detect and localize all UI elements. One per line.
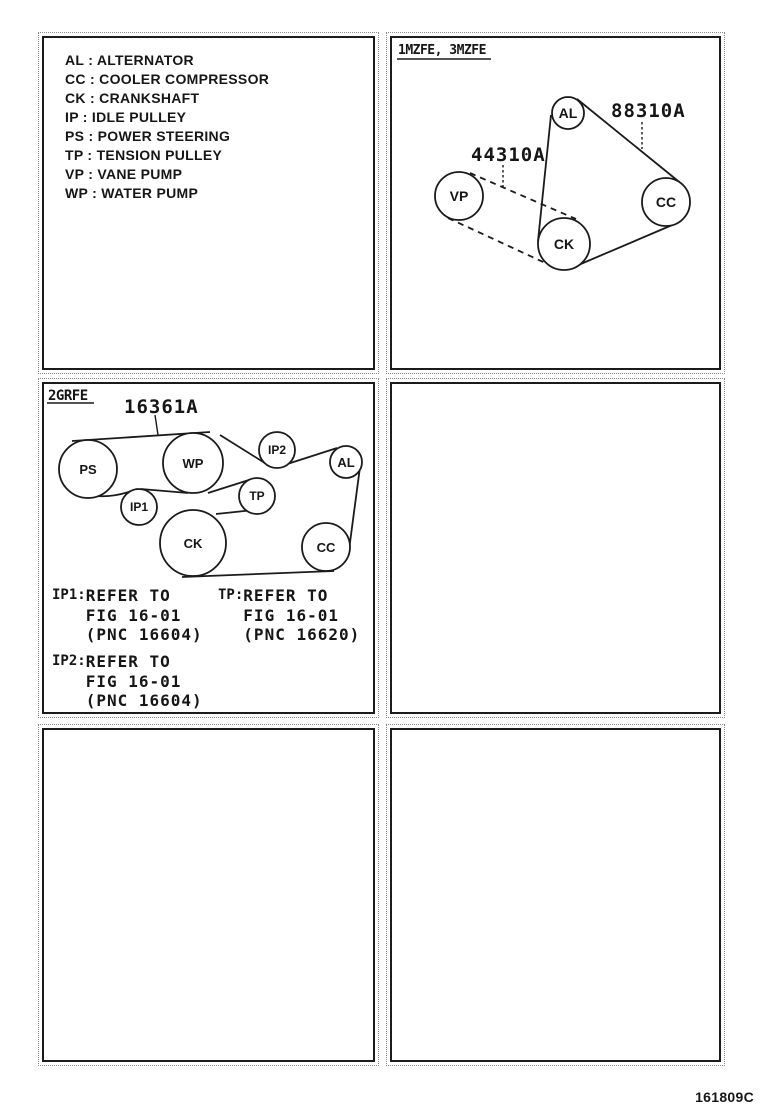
pulley-ip2-label: IP2 [267, 443, 287, 457]
note-tp-body [243, 586, 360, 645]
note-tp-line2: FIG 16-01 [243, 605, 339, 625]
note-ip1-line1: REFER TO [85, 586, 171, 605]
pulley-tp-label: TP [249, 489, 265, 503]
note-ip1-line2: FIG 16-01 [85, 605, 182, 625]
pulley-al-label: AL [558, 105, 578, 121]
engine-code-header: 1MZFE, 3MZFE [398, 43, 486, 58]
note-tp-line1: REFER TO [243, 586, 329, 605]
legend-list [44, 38, 373, 203]
legend-panel [42, 36, 375, 370]
empty-panel-bottom-left [42, 728, 375, 1062]
part-number-label-44310A: 44310A [471, 144, 546, 166]
note-tp-prefix: TP: [218, 587, 244, 603]
pulley-cc-label: CC [316, 540, 336, 555]
legend-line-cc: CC : COOLER COMPRESSOR [65, 71, 270, 87]
figure-code: 161809C [695, 1089, 754, 1105]
note-tp [218, 586, 360, 645]
legend-line-al: AL : ALTERNATOR [65, 52, 194, 68]
note-ip2-line2: FIG 16-01 [85, 671, 182, 691]
pulley-vp-label: VP [449, 188, 469, 204]
empty-panel-mid-right [390, 382, 721, 714]
legend-line-vp: VP : VANE PUMP [65, 166, 183, 182]
dashed-belt-line-vp-ck-upper [470, 173, 576, 219]
belt-line-al-cc [349, 467, 360, 550]
pulley-cc-label: CC [655, 194, 677, 210]
note-ip2-body [86, 652, 203, 711]
note-ip2-prefix: IP2: [52, 653, 86, 669]
note-tp-line3: (PNC 16620) [243, 625, 361, 644]
pulley-ck-label: CK [183, 536, 203, 551]
note-ip1-body [86, 586, 203, 645]
note-ip1 [52, 586, 203, 645]
engine-code-header: 2GRFE [48, 388, 88, 404]
legend-line-wp: WP : WATER PUMP [65, 185, 199, 201]
note-ip1-line3: (PNC 16604) [85, 625, 203, 644]
pulley-ps-label: PS [79, 462, 97, 477]
pulley-al-label: AL [337, 455, 355, 470]
belt-diagram-1mzfe [390, 36, 721, 370]
pulley-ck-label: CK [553, 236, 575, 252]
diagram-panel-2grfe [42, 382, 375, 714]
pulley-ip1-label: IP1 [129, 500, 149, 514]
legend-line-ip: IP : IDLE PULLEY [65, 109, 187, 125]
pulley-wp-label: WP [182, 456, 204, 471]
diagram-panel-1mzfe [390, 36, 721, 370]
legend-line-ps: PS : POWER STEERING [65, 128, 231, 144]
leader-line-16361A [155, 415, 158, 435]
legend-line-ck: CK : CRANKSHAFT [65, 90, 200, 106]
note-ip2-line3: (PNC 16604) [85, 691, 203, 710]
part-number-label-88310A: 88310A [611, 100, 686, 122]
note-ip2 [52, 652, 203, 711]
note-ip1-prefix: IP1: [52, 587, 86, 603]
legend-line-tp: TP : TENSION PULLEY [65, 147, 223, 163]
empty-panel-bottom-right [390, 728, 721, 1062]
part-number-label-16361A: 16361A [124, 396, 199, 418]
note-ip2-line1: REFER TO [85, 652, 171, 671]
